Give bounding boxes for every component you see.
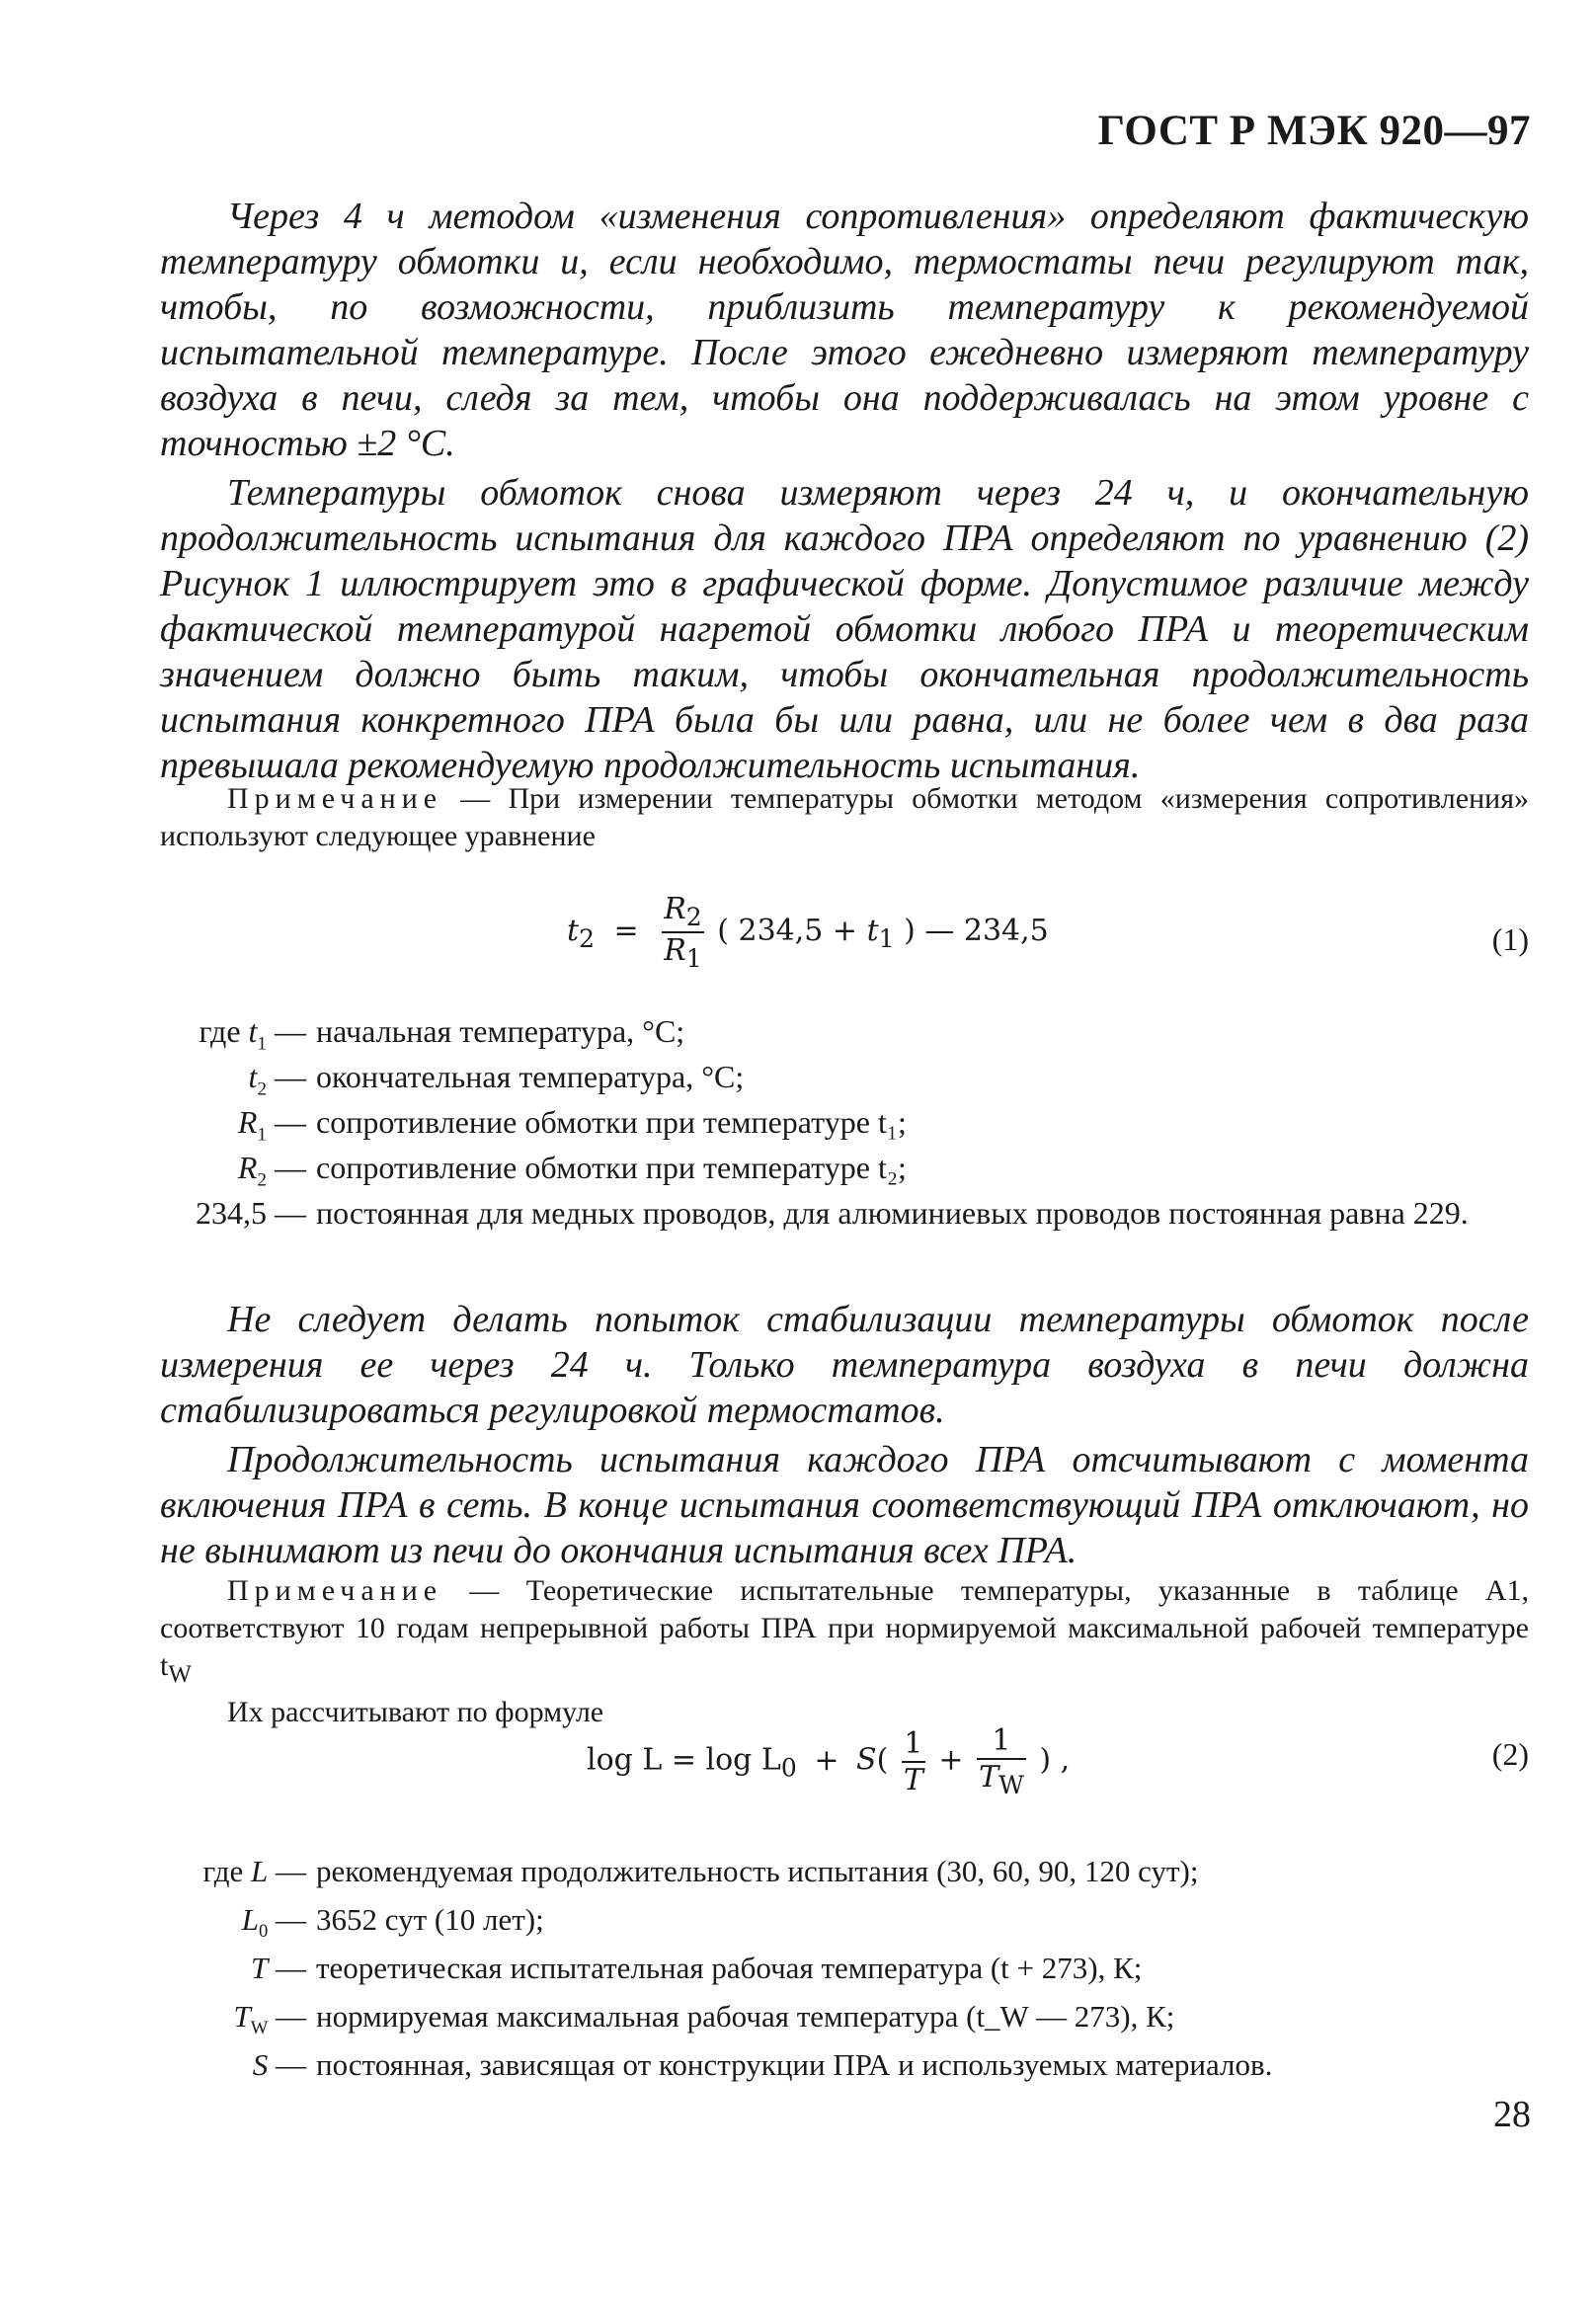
equation-number-1: (1) [1491,921,1529,957]
legend-text: сопротивление обмотки при температуре t₂; [316,1150,907,1185]
fraction: $\frac{R_2}{R_1}$ [664,892,702,973]
note-2 [160,1572,1529,1731]
page-number: 28 [1493,2094,1531,2135]
note-label: Примечание [227,1574,443,1607]
note-line-2: Их рассчитывают по формуле [227,1696,604,1728]
legend-symbol: 234,5 — [196,1195,306,1231]
legend-text: окончательная температура, °С; [316,1059,745,1094]
equation-number-2: (2) [1491,1736,1529,1772]
legend-symbol: T — [251,1951,306,1985]
note-1 [160,780,1529,855]
legend-text: нормируемая максимальная рабочая температура (t_W — 273), К; [316,1999,1175,2034]
legend-text: постоянная для медных проводов, для алюминиевых проводов постоянная равна 229. [316,1195,1469,1231]
legend-symbol: где L — [202,1854,306,1888]
paragraph: Температуры обмоток снова измеряют через 24 ч, и окончательную продолжительность испытания для каждого ПРА определяют по уравнению (2) Рисунок 1 иллюстрирует это в графической форме. Допустимое различие между фактической температурой нагретой обмотки любого ПРА и теоретическим значением должно быть таким, чтобы окончательная продолжительность испытания конкретного ПРА была бы или равна, или не более чем в два раза превышала рекомендуемую продолжительность испытания. [160,472,1529,786]
legend-symbol: $t_2$ — [248,1059,306,1100]
note-label: Примечание [227,782,443,815]
legend-text: постоянная, зависящая от конструкции ПРА и используемых материалов. [316,2047,1273,2082]
formula-2: $\log L = \log L_0 + S$( $\frac{1}{T}$ + $\frac{1}{T_W}$ ) , [587,1723,1071,1799]
italic-block-2 [160,1297,1529,1573]
note-text: Примечание — При измерении температуры обмотки методом «измерения сопротивления» используют следующее уравнение [160,782,1529,852]
formula-1: $t_2$ = $\frac{R_2}{R_1}$ ( $234,5 + t_1$ ) — 234,5 [567,892,1049,973]
legend-symbol: $T_W$ — [233,1999,306,2039]
legend-text: 3652 сут (10 лет); [316,1902,544,1937]
legend-text: теоретическая испытательная рабочая температура (t + 273), К; [316,1951,1143,1985]
paragraph: Через 4 ч методом «изменения сопротивления» определяют фактическую температуру обмотки и, если необходимо, термостаты печи регулируют так, чтобы, по возможности, приблизить температуру к рекомендуемой испытательной температуре. После этого ежедневно измеряют температуру воздуха в печи, следя за тем, чтобы она поддерживалась на этом уровне с точностью ±2 °С. [160,196,1529,464]
fraction: $\frac{1}{T_W}$ [979,1723,1024,1799]
legend-symbol: $L_0$ — [241,1902,306,1943]
italic-block-1 [160,194,1529,788]
legend-text: рекомендуемая продолжительность испытания (30, 60, 90, 120 сут); [316,1854,1199,1888]
document-header: ГОСТ Р МЭК 920—97 [1097,108,1531,154]
legend-text: начальная температура, °С; [316,1013,685,1049]
legend-symbol: где $t_1$ — [199,1013,306,1055]
legend-text: сопротивление обмотки при температуре t₁; [316,1104,907,1140]
note-text: Примечание — Теоретические испытательные температуры, указанные в таблице А1, соответствуют 10 годам непрерывной работы ПРА при нормируемой максимальной рабочей температуре $t_W$ [160,1574,1529,1688]
legend-symbol: $R_2$ — [237,1150,306,1191]
legend-symbol: $R_1$ — [237,1104,306,1146]
fraction: $\frac{1}{T}$ [903,1725,923,1797]
legend-symbol: S — [252,2047,306,2082]
paragraph: Не следует делать попыток стабилизации температуры обмоток после измерения ее через 24 ч. Только температура воздуха в печи должна стабилизироваться регулировкой термостатов. [160,1299,1529,1431]
paragraph: Продолжительность испытания каждого ПРА отсчитывают с момента включения ПРА в сеть. В конце испытания соответствующий ПРА отключают, но не вынимают из печи до окончания испытания всех ПРА. [160,1439,1529,1571]
